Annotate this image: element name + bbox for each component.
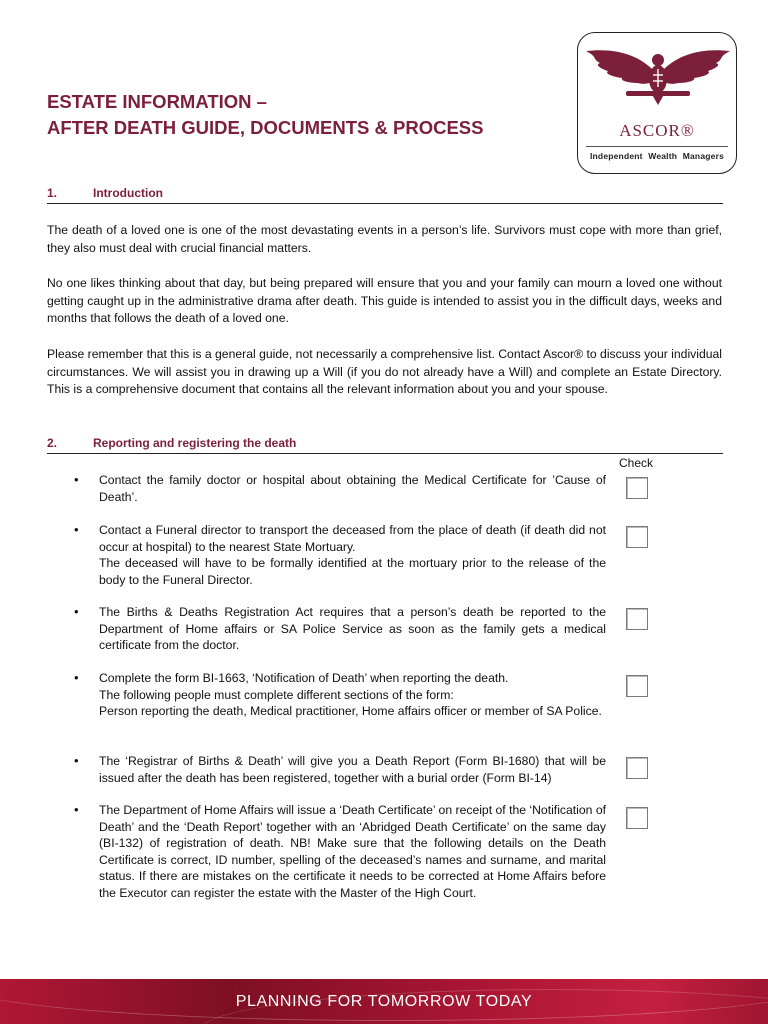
intro-paragraph: The death of a loved one is one of the most devastating events in a person’s life. Survivors must cope with more than grief, they also must deal with crucial financial matters. [47,223,722,255]
checklist-checkbox[interactable] [626,608,648,630]
intro-paragraph: No one likes thinking about that day, but being prepared will ensure that you and your family can mourn a loved one without getting caught up in the administrative drama after death. This guide is intended to assist you in the difficult days, weeks and months that follows the death of a loved one. [47,276,722,326]
checklist-item-text: Complete the form BI-1663, ‘Notification of Death’ when reporting the death. [99,671,509,685]
checklist-item-text: The Department of Home Affairs will issue a ‘Death Certificate’ on receipt of the ‘Notification of Death’ and the ‘Death Report’ together with an ‘Abridged Death Certificate’ on the same day (BI-132) of registration of death. NB! Make sure that the following details on the Death Certificate is correct, ID number, spelling of the deceased’s names and surname, and marital status. If there are mistakes on the certificate it needs to be corrected at Home Affairs before the Executor can register the estate with the Master of the High Court. [99,803,606,900]
checklist-item-text: The ‘Registrar of Births & Death’ will give you a Death Report (Form BI-1680) that will be issued after the death has been registered, together with a burial order (Form BI-14) [99,754,606,785]
checklist-checkbox[interactable] [626,477,648,499]
checklist-item-text: The deceased will have to be formally identified at the mortuary prior to the release of the body to the Funeral Director. [99,556,606,587]
checklist-item [99,802,606,902]
check-column-label: Check [619,456,654,470]
title-line-2: AFTER DEATH GUIDE, DOCUMENTS & PROCESS [47,117,484,138]
footer-slogan: PLANNING FOR TOMORROW TODAY [235,993,533,1010]
checklist-checkbox[interactable] [626,675,648,697]
bullet-icon: • [74,802,79,817]
logo-tagline: Independent Wealth Managers [589,151,725,161]
checklist-item-text: Contact the family doctor or hospital about obtaining the Medical Certificate for ’Cause of Death’. [99,473,606,504]
checklist-item [99,522,606,588]
logo-brand: ASCOR® [619,121,695,140]
ascor-logo [577,32,737,174]
checklist-item-text: Contact a Funeral director to transport the deceased from the place of death (if death did not occur at hospital) to the nearest State Mortuary. [99,523,606,554]
page-title [47,89,547,141]
checklist-item [99,753,606,786]
section-heading-reporting [47,435,723,454]
bullet-icon: • [74,472,79,487]
checklist-item [99,472,606,505]
bullet-icon: • [74,670,79,685]
checklist-item-text: The following people must complete different sections of the form: [99,687,454,702]
section-number: 2. [47,436,58,450]
bullet-icon: • [74,604,79,619]
checklist-item [99,604,606,654]
title-line-1: ESTATE INFORMATION – [47,91,267,112]
eagle-emblem-icon [578,33,738,123]
checklist-checkbox[interactable] [626,526,648,548]
bullet-icon: • [74,522,79,537]
intro-paragraph: Please remember that this is a general guide, not necessarily a comprehensive list. Contact Ascor® to discuss your individual circumstances. We will assist you in drawing up a Will (if you do not already have a Will) and complete an Estate Directory. This is a comprehensive document that contains all the relevant information about you and your spouse. [47,347,722,397]
section-title: Introduction [93,186,163,200]
checklist-item [99,670,606,720]
checklist-item-text: The Births & Deaths Registration Act requires that a person’s death be reported to the Department of Home affairs or SA Police Service as soon as the family gets a medical certificate from the doctor. [99,605,606,653]
bullet-icon: • [74,753,79,768]
footer-banner [0,979,768,1024]
checklist-checkbox[interactable] [626,807,648,829]
section-title: Reporting and registering the death [93,436,297,450]
checklist-item-text: Person reporting the death, Medical practitioner, Home affairs officer or member of SA Police. [99,704,602,719]
logo-divider [586,146,728,147]
section-number: 1. [47,186,58,200]
section-heading-introduction [47,185,723,204]
checklist-checkbox[interactable] [626,757,648,779]
